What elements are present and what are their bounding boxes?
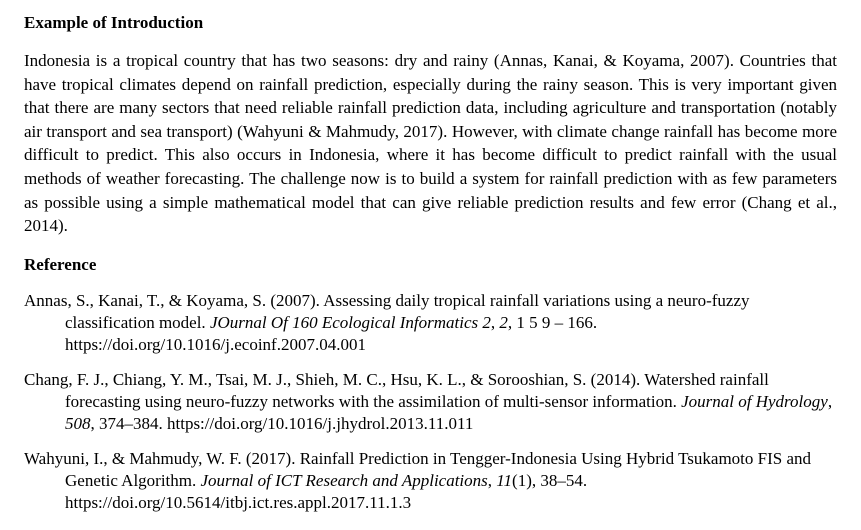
reference-pages-doi: (1), 38–54. https://doi.org/10.5614/itbj.ict.res.appl.2017.11.1.3 [65,470,588,512]
intro-heading: Example of Introduction [24,13,204,32]
reference-entry [24,369,837,435]
reference-separator: , [827,391,833,411]
reference-separator: , [487,470,497,490]
reference-heading: Reference [24,254,97,274]
reference-volume: 508 [65,413,91,433]
reference-journal: JOurnal Of 160 Ecological Informatics 2 [209,312,491,332]
reference-pages-doi: , 1 5 9 – 166. https://doi.org/10.1016/j.ecoinf.2007.04.001 [65,312,598,354]
reference-entry [24,448,837,514]
intro-paragraph: Indonesia is a tropical country that has two seasons: dry and rainy (Annas, Kanai, & Koyama, 2007). Countries that have tropical climates depend on rainfall prediction, especially during the rainy season. This is very important given that there are many sectors that need reliable rainfall prediction data, including agriculture and transportation (notably air transport and sea transport) (Wahyuni & Mahmudy, 2017). However, with climate change rainfall has become more difficult to predict. This also occurs in Indonesia, where it has become difficult to predict rainfall with the usual methods of weather forecasting. The challenge now is to build a system for rainfall prediction with as few parameters as possible using a simple mathematical model that can give reliable prediction results and few error (Chang et al., 2014). [24,51,837,236]
reference-volume: 11 [496,470,513,490]
reference-volume: 2 [499,312,508,332]
reference-text: Annas, S., Kanai, T., & Koyama, S. (2007). Assessing daily tropical rainfall variations using a neuro-fuzzy classification model. [24,290,750,332]
reference-journal: Journal of Hydrology [681,391,828,411]
reference-entry [24,290,837,356]
reference-journal: Journal of ICT Research and Applications [200,470,488,490]
reference-separator: , [490,312,500,332]
document-page [24,12,837,514]
reference-text: Wahyuni, I., & Mahmudy, W. F. (2017). Rainfall Prediction in Tengger-Indonesia Using Hybrid Tsukamoto FIS and Genetic Algorithm. [24,448,812,490]
reference-pages-doi: , 374–384. https://doi.org/10.1016/j.jhydrol.2013.11.011 [90,413,474,433]
reference-text: Chang, F. J., Chiang, Y. M., Tsai, M. J., Shieh, M. C., Hsu, K. L., & Sorooshian, S. (2014). Watershed rainfall forecasting using neuro-fuzzy networks with the assimilation of multi-sensor information. [24,369,769,411]
